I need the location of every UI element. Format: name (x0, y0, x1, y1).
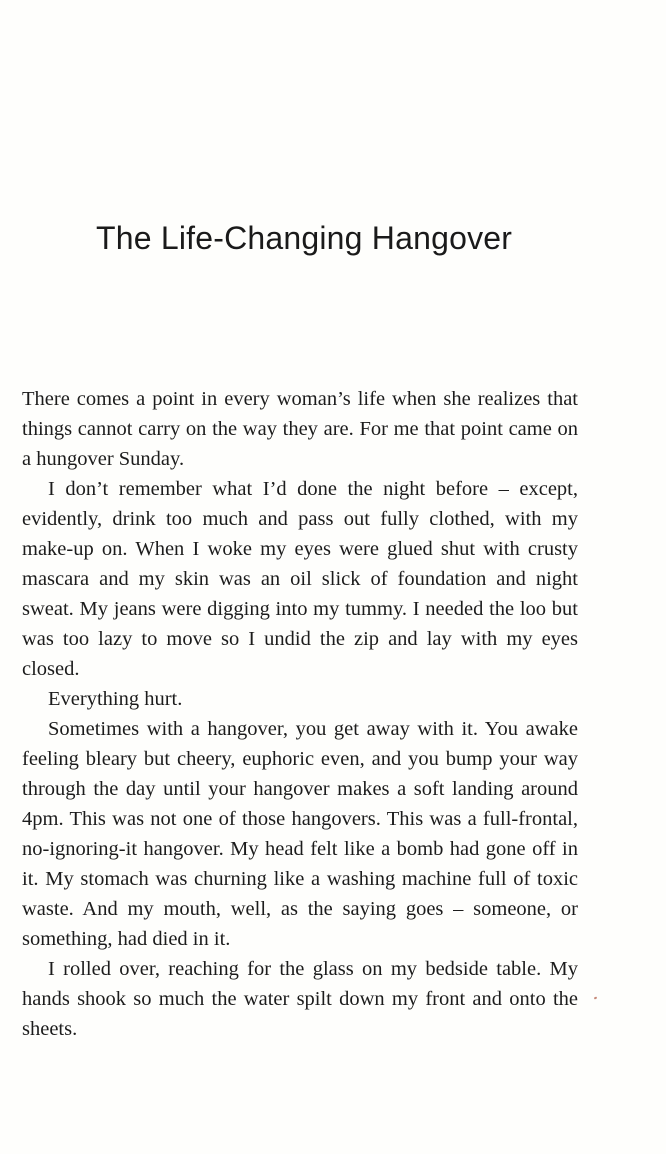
print-speck (594, 996, 598, 999)
chapter-title: The Life-Changing Hangover (96, 220, 513, 256)
paragraph: There comes a point in every woman’s life when she realizes that things cannot carry on the way they are. For me that point came on a hungover Sunday. (22, 388, 578, 470)
paragraph: Sometimes with a hangover, you get away with it. You awake feeling bleary but cheery, euphoric even, and you bump your way through the day until your hangover makes a soft landing around 4pm. This was not one of those hangovers. This was a full-frontal, no-ignoring-it hangover. My head felt like a bomb had gone off in it. My stomach was churning like a washing machine full of toxic waste. And my mouth, well, as the saying goes – someone, or something, had died in it. (22, 718, 578, 950)
paragraph: I don’t remember what I’d done the night before – except, evidently, drink too much and pass out fully clothed, with my make-up on. When I woke my eyes were glued shut with crusty mascara and my skin was an oil slick of foundation and night sweat. My jeans were digging into my tummy. I needed the loo but was too lazy to move so I undid the zip and lay with my eyes closed. (22, 478, 578, 680)
paragraph: Everything hurt. (48, 688, 183, 710)
paragraph: I rolled over, reaching for the glass on my bedside table. My hands shook so much the water spilt down my front and onto the sheets. (22, 958, 578, 1040)
chapter-body (22, 384, 578, 1044)
